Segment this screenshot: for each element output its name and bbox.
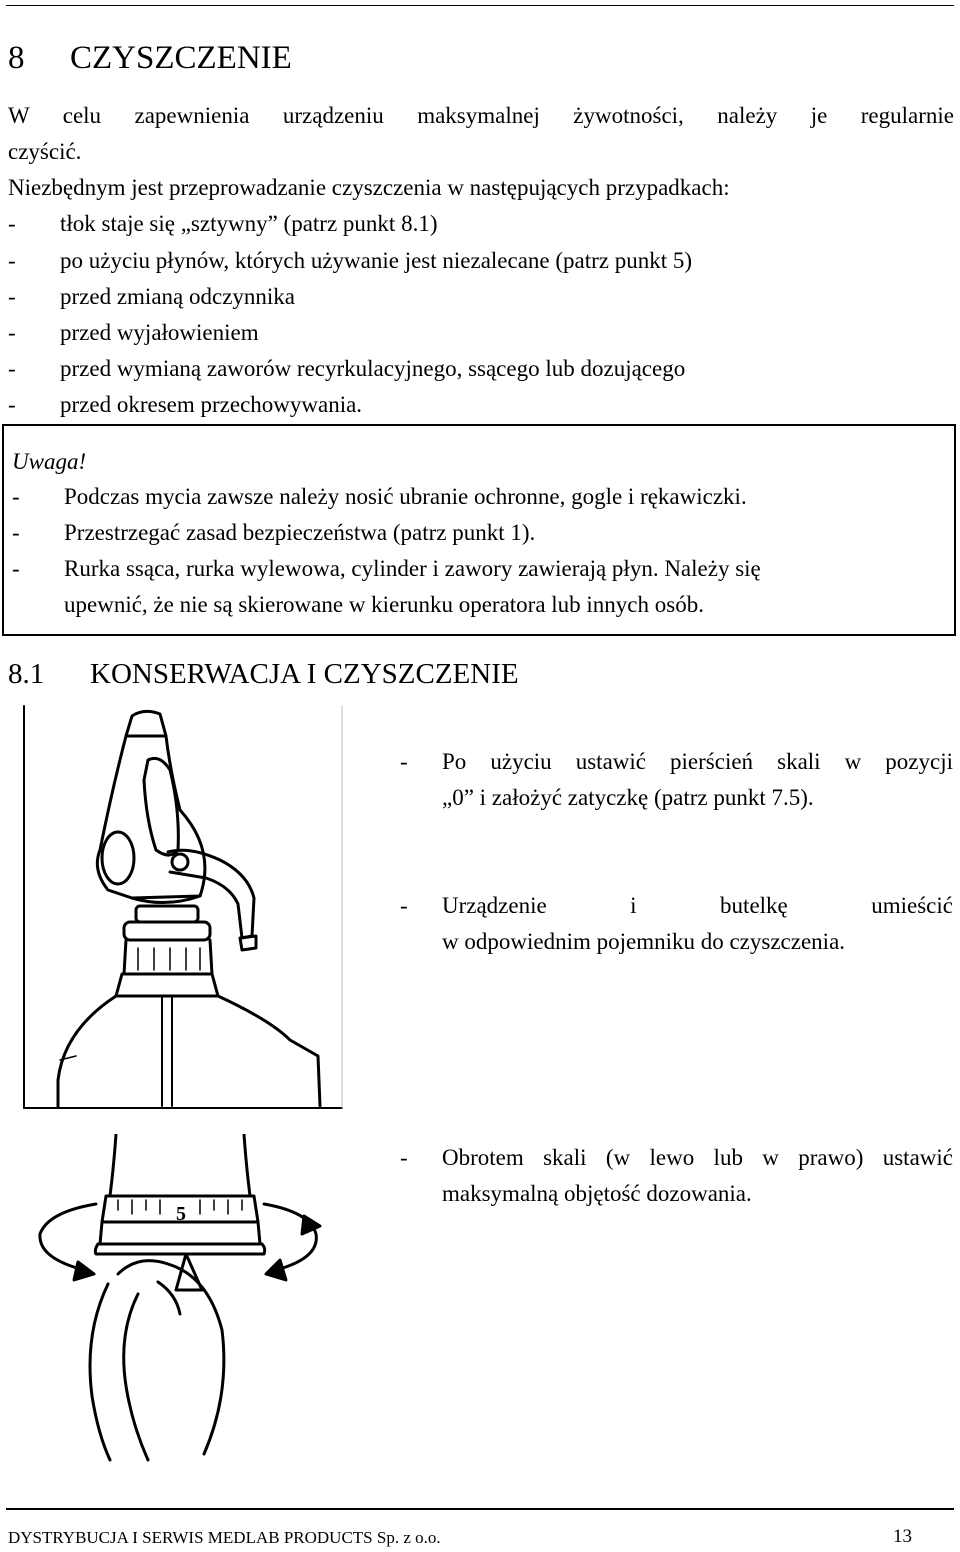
list-item: - przed wymianą zaworów recyrkulacyjnego, ssącego lub dozującego (8, 356, 686, 381)
step-2: - Urządzenie i butelkę umieścić (400, 893, 953, 918)
step-3-continuation: maksymalną objętość dozowania. (442, 1181, 752, 1206)
list-item: - przed zmianą odczynnika (8, 284, 295, 309)
list-item: - po użyciu płynów, których używanie jest niezalecane (patrz punkt 5) (8, 248, 693, 273)
warning-item: - Rurka ssąca, rurka wylewowa, cylinder i zawory zawierają płyn. Należy się (12, 556, 761, 581)
footer-company: DYSTRYBUCJA I SERWIS MEDLAB PRODUCTS Sp. z o.o. (8, 1528, 441, 1547)
intro-line-3: Niezbędnym jest przeprowadzanie czyszczenia w następujących przypadkach: (8, 175, 730, 200)
warning-title: Uwaga! (12, 449, 87, 474)
subsection-heading (8, 658, 519, 691)
step-3: - Obrotem skali (w lewo lub w prawo) ustawić (400, 1145, 953, 1170)
step-1-continuation: „0” i założyć zatyczkę (patrz punkt 7.5). (442, 785, 814, 810)
intro-line-1: W celu zapewnienia urządzeniu maksymalnej żywotności, należy je regularnie (8, 103, 954, 128)
step-2-continuation: w odpowiednim pojemniku do czyszczenia. (442, 929, 846, 954)
subsection-number: 8.1 (8, 658, 45, 690)
warning-item: - Podczas mycia zawsze należy nosić ubranie ochronne, gogle i rękawiczki. (12, 484, 747, 509)
footer-rule (6, 1508, 954, 1510)
page-number: 13 (893, 1526, 912, 1547)
warning-item: - Przestrzegać zasad bezpieczeństwa (patrz punkt 1). (12, 520, 536, 545)
section-title: CZYSZCZENIE (70, 40, 292, 76)
step-1: - Po użyciu ustawić pierścień skali w pozycji (400, 749, 953, 774)
list-item: - tłok staje się „sztywny” (patrz punkt 8.1) (8, 211, 438, 236)
warning-item-continuation: upewnić, że nie są skierowane w kierunku operatora lub innych osób. (64, 592, 704, 617)
subsection-title: KONSERWACJA I CZYSZCZENIE (90, 658, 519, 690)
dispenser-bottle-illustration (20, 700, 346, 1112)
scale-ring-rotation-illustration (8, 1134, 348, 1464)
section-heading (8, 40, 292, 77)
list-item: - przed wyjałowieniem (8, 320, 259, 345)
list-item: - przed okresem przechowywania. (8, 392, 363, 417)
intro-line-2: czyścić. (8, 139, 82, 164)
section-number: 8 (8, 40, 25, 76)
warning-box (2, 424, 956, 636)
scale-digit: 5 (176, 1203, 186, 1225)
top-rule (6, 5, 954, 6)
